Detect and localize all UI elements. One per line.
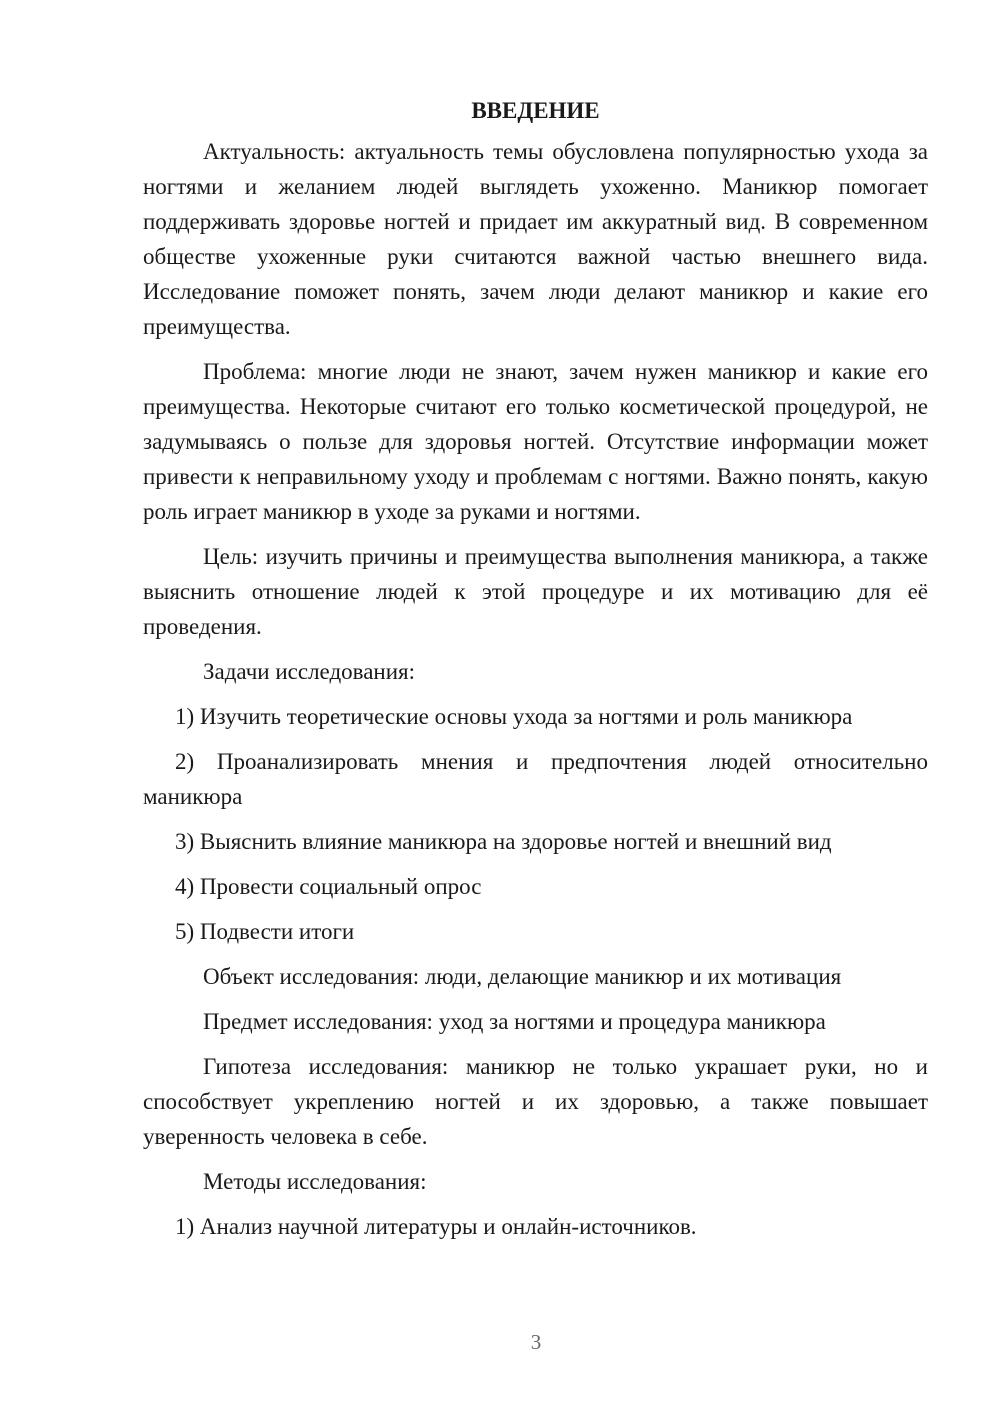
- page-number: 3: [530, 1330, 542, 1354]
- methods-heading: Методы исследования:: [203, 1169, 427, 1194]
- subject-paragraph: Предмет исследования: уход за ногтями и процедура маникюра: [203, 1009, 826, 1034]
- task-item-5: 5) Подвести итоги: [175, 919, 355, 944]
- relevance-paragraph: Актуальность: актуальность темы обусловлена популярностью ухода за ногтями и желанием людей выглядеть ухоженно. Маникюр помогает поддерживать здоровье ногтей и придает им аккуратный вид. В современном обществе ухоженные руки считаются важной частью внешнего вида. Исследование поможет понять, зачем люди делают маникюр и какие его преимущества.: [143, 139, 928, 339]
- goal-paragraph: Цель: изучить причины и преимущества выполнения маникюра, а также выяснить отношение людей к этой процедуре и их мотивацию для её проведения.: [143, 544, 928, 639]
- problem-paragraph: Проблема: многие люди не знают, зачем нужен маникюр и какие его преимущества. Некоторые считают его только косметической процедурой, не задумываясь о пользе для здоровья ногтей. Отсутствие информации может привести к неправильному уходу и проблемам с ногтями. Важно понять, какую роль играет маникюр в уходе за руками и ногтями.: [143, 359, 928, 524]
- task-item-1: 1) Изучить теоретические основы ухода за ногтями и роль маникюра: [175, 704, 853, 729]
- method-item-1: 1) Анализ научной литературы и онлайн-источников.: [175, 1214, 697, 1239]
- tasks-heading: Задачи исследования:: [203, 659, 416, 684]
- document-page: [143, 94, 928, 1244]
- task-item-2: 2) Проанализировать мнения и предпочтения людей относительно маникюра: [143, 749, 928, 809]
- section-title: ВВЕДЕНИЕ: [471, 98, 600, 123]
- hypothesis-paragraph: Гипотеза исследования: маникюр не только украшает руки, но и способствует укреплению ногтей и их здоровью, а также повышает уверенность человека в себе.: [143, 1054, 928, 1149]
- task-item-3: 3) Выяснить влияние маникюра на здоровье ногтей и внешний вид: [175, 829, 832, 854]
- object-paragraph: Объект исследования: люди, делающие маникюр и их мотивация: [203, 964, 842, 989]
- task-item-4: 4) Провести социальный опрос: [175, 874, 482, 899]
